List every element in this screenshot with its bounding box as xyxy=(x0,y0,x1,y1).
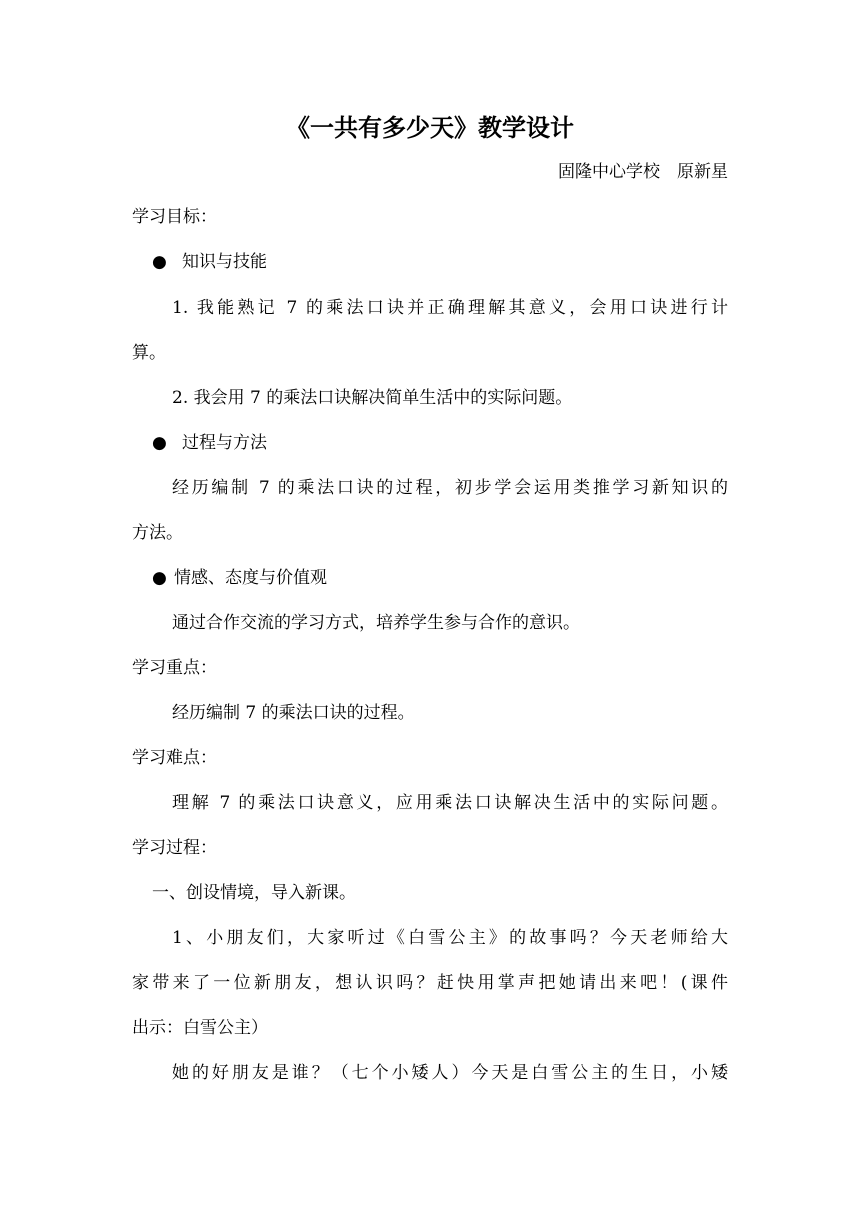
knowledge-item-2: 2. 我会用 7 的乘法口诀解决简单生活中的实际问题。 xyxy=(172,388,573,408)
procedure-heading: 学习过程： xyxy=(132,838,217,858)
key-point-heading: 学习重点： xyxy=(132,658,217,678)
knowledge-item-1-line-2: 算。 xyxy=(132,343,166,363)
knowledge-item-1-line-1: 1. 我能熟记 7 的乘法口诀并正确理解其意义，会用口诀进行计 xyxy=(172,298,728,318)
difficulty-text: 理解 7 的乘法口诀意义，应用乘法口诀解决生活中的实际问题。 xyxy=(172,793,728,813)
bullet-icon: ● xyxy=(152,568,167,588)
knowledge-heading xyxy=(152,250,267,274)
process-heading xyxy=(152,431,267,455)
objectives-heading: 学习目标： xyxy=(132,207,217,227)
document-title: 《一共有多少天》教学设计 xyxy=(286,114,574,142)
paragraph-1-line-1: 1、小朋友们，大家听过《白雪公主》的故事吗？今天老师给大 xyxy=(172,928,728,948)
knowledge-heading-text: 知识与技能 xyxy=(182,252,267,272)
process-heading-text: 过程与方法 xyxy=(182,433,267,453)
author-line: 固隆中心学校 原新星 xyxy=(558,162,728,182)
key-point-text: 经历编制 7 的乘法口诀的过程。 xyxy=(172,703,415,723)
emotion-heading xyxy=(152,566,327,590)
emotion-text: 通过合作交流的学习方式，培养学生参与合作的意识。 xyxy=(172,613,580,633)
paragraph-1-line-3: 出示：白雪公主） xyxy=(132,1018,268,1038)
process-text-line-1: 经历编制 7 的乘法口诀的过程，初步学会运用类推学习新知识的 xyxy=(172,478,728,498)
section-1-heading: 一、创设情境，导入新课。 xyxy=(152,883,356,903)
emotion-heading-text: 情感、态度与价值观 xyxy=(174,568,327,588)
bullet-icon: ● xyxy=(152,252,167,272)
paragraph-2-line-1: 她的好朋友是谁？（七个小矮人）今天是白雪公主的生日，小矮 xyxy=(172,1063,728,1083)
difficulty-heading: 学习难点： xyxy=(132,748,217,768)
process-text-line-2: 方法。 xyxy=(132,523,183,543)
paragraph-1-line-2: 家带来了一位新朋友，想认识吗？赶快用掌声把她请出来吧！(课件 xyxy=(132,973,728,993)
bullet-icon: ● xyxy=(152,433,167,453)
